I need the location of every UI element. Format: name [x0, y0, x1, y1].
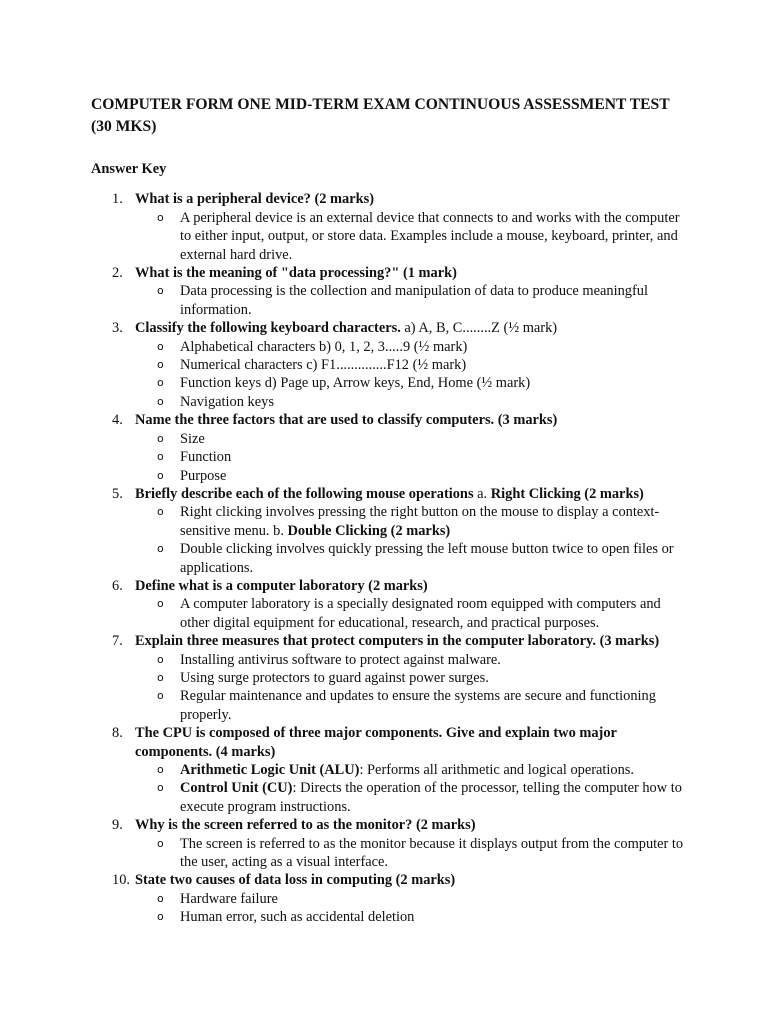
bullet-icon: o — [157, 450, 164, 464]
bullet-icon: o — [157, 652, 164, 666]
bold-text: What is a peripheral device? (2 marks) — [135, 191, 375, 208]
bullet-icon: o — [157, 670, 164, 684]
text: Installing antivirus software to protect against malware. — [180, 651, 501, 668]
text: Regular maintenance and updates to ensure the systems are secure and functioning properly. — [180, 688, 656, 723]
question-text — [135, 632, 688, 650]
question-number: 3. — [112, 320, 123, 337]
answer-list — [135, 761, 688, 816]
question-text — [135, 319, 688, 337]
answer-item — [135, 669, 688, 687]
answer-list — [135, 595, 688, 632]
answer-list — [135, 835, 688, 872]
bold-text: Briefly describe each of the following mouse operations — [135, 485, 474, 502]
question-text — [135, 724, 688, 761]
text: Function — [180, 449, 232, 466]
question-item — [91, 264, 688, 319]
answer-list — [135, 651, 688, 725]
text: Navigation keys — [180, 393, 274, 410]
bullet-icon: o — [157, 781, 164, 795]
question-item — [91, 816, 688, 871]
bold-text: Classify the following keyboard characters. — [135, 320, 401, 337]
text: Purpose — [180, 467, 227, 484]
answer-item — [135, 908, 688, 926]
text: Double clicking involves quickly pressing the left mouse button twice to open files or applications. — [180, 541, 674, 576]
bullet-icon: o — [157, 542, 164, 556]
bold-text: Define what is a computer laboratory (2 marks) — [135, 577, 428, 594]
answer-item — [135, 282, 688, 319]
bold-text: What is the meaning of "data processing?" (1 mark) — [135, 265, 457, 282]
answer-item — [135, 393, 688, 411]
text: Numerical characters c) F1..............F12 (½ mark) — [180, 357, 467, 374]
answer-item — [135, 687, 688, 724]
question-text — [135, 264, 688, 282]
answer-item — [135, 835, 688, 872]
bullet-icon: o — [157, 284, 164, 298]
answer-item — [135, 467, 688, 485]
text: Human error, such as accidental deletion — [180, 909, 415, 926]
question-text — [135, 411, 688, 429]
bold-text: Why is the screen referred to as the monitor? (2 marks) — [135, 817, 476, 834]
bullet-icon: o — [157, 431, 164, 445]
bullet-icon: o — [157, 394, 164, 408]
bullet-icon: o — [157, 358, 164, 372]
answer-list — [135, 430, 688, 485]
question-item — [91, 632, 688, 724]
text: A peripheral device is an external device that connects to and works with the computer to either input, output, or store data. Examples include a mouse, keyboard, printer, and external hard drive. — [180, 209, 680, 263]
answer-item — [135, 430, 688, 448]
answer-key-heading: Answer Key — [91, 161, 167, 177]
question-number: 6. — [112, 577, 123, 594]
answer-item — [135, 209, 688, 264]
question-list — [91, 190, 688, 926]
bullet-icon: o — [157, 597, 164, 611]
answer-item — [135, 595, 688, 632]
question-item — [91, 871, 688, 926]
answer-list — [135, 282, 688, 319]
question-text — [135, 577, 688, 595]
text: Data processing is the collection and manipulation of data to produce meaningful information. — [180, 283, 648, 318]
answer-item — [135, 356, 688, 374]
question-text — [135, 190, 688, 208]
answer-item — [135, 540, 688, 577]
answer-list — [135, 503, 688, 577]
bold-text: Name the three factors that are used to classify computers. (3 marks) — [135, 412, 558, 429]
document-title: COMPUTER FORM ONE MID-TERM EXAM CONTINUOUS ASSESSMENT TEST (30 MKS) — [91, 96, 670, 135]
text: a. — [473, 485, 491, 502]
bold-text: Right Clicking (2 marks) — [490, 485, 644, 502]
answer-item — [135, 761, 688, 779]
text: Hardware failure — [180, 890, 278, 907]
bold-text: Double Clicking (2 marks) — [287, 522, 451, 539]
answer-item — [135, 338, 688, 356]
question-text — [135, 816, 688, 834]
question-item — [91, 485, 688, 577]
question-number: 1. — [112, 191, 123, 208]
answer-list — [135, 890, 688, 927]
answer-item — [135, 374, 688, 392]
bullet-icon: o — [157, 376, 164, 390]
question-item — [91, 319, 688, 411]
text: A computer laboratory is a specially designated room equipped with computers and other digital equipment for educational, research, and practical purposes. — [180, 596, 661, 631]
bullet-icon: o — [157, 468, 164, 482]
answer-item — [135, 448, 688, 466]
answer-list — [135, 338, 688, 412]
question-item — [91, 577, 688, 632]
question-number: 10. — [112, 872, 130, 889]
text: a) A, B, C........Z (½ mark) — [400, 320, 558, 337]
text: : Performs all arithmetic and logical operations. — [359, 762, 634, 778]
question-number: 4. — [112, 412, 123, 429]
answer-item — [135, 503, 688, 540]
answer-item — [135, 651, 688, 669]
text: The screen is referred to as the monitor because it displays output from the computer to the user, acting as a visual interface. — [180, 835, 684, 871]
bold-text: The CPU is composed of three major components. Give and explain two major components. (4 marks) — [135, 725, 617, 760]
question-item — [91, 411, 688, 485]
bold-text: State two causes of data loss in computing (2 marks) — [135, 872, 456, 889]
bullet-icon: o — [157, 689, 164, 703]
question-number: 5. — [112, 485, 123, 502]
bullet-icon: o — [157, 836, 164, 850]
bullet-icon: o — [157, 505, 164, 519]
text: Alphabetical characters b) 0, 1, 2, 3.....9 (½ mark) — [180, 338, 468, 355]
answer-list — [135, 209, 688, 264]
bullet-icon: o — [157, 891, 164, 905]
question-number: 2. — [112, 265, 123, 282]
question-text — [135, 485, 688, 503]
bullet-icon: o — [157, 339, 164, 353]
text: Right clicking involves pressing the right button on the mouse to display a context-sensitive menu. b. — [180, 504, 660, 539]
bold-text: Explain three measures that protect computers in the computer laboratory. (3 marks) — [135, 633, 660, 650]
bold-text: Control Unit (CU) — [180, 780, 293, 797]
question-number: 8. — [112, 725, 123, 742]
bullet-icon: o — [157, 210, 164, 224]
bullet-icon: o — [157, 910, 164, 924]
question-item — [91, 190, 688, 264]
bullet-icon: o — [157, 763, 164, 776]
question-number: 7. — [112, 633, 123, 650]
question-item — [91, 724, 688, 816]
text: Size — [180, 430, 205, 447]
answer-item — [135, 890, 688, 908]
text: Function keys d) Page up, Arrow keys, End, Home (½ mark) — [180, 375, 531, 392]
text: Using surge protectors to guard against power surges. — [180, 669, 489, 686]
answer-item — [135, 779, 688, 816]
text: : Directs the operation of the processor, telling the computer how to execute program instructions. — [180, 780, 682, 815]
question-number: 9. — [112, 817, 123, 834]
bold-text: Arithmetic Logic Unit (ALU) — [180, 762, 360, 778]
question-text — [135, 871, 688, 889]
